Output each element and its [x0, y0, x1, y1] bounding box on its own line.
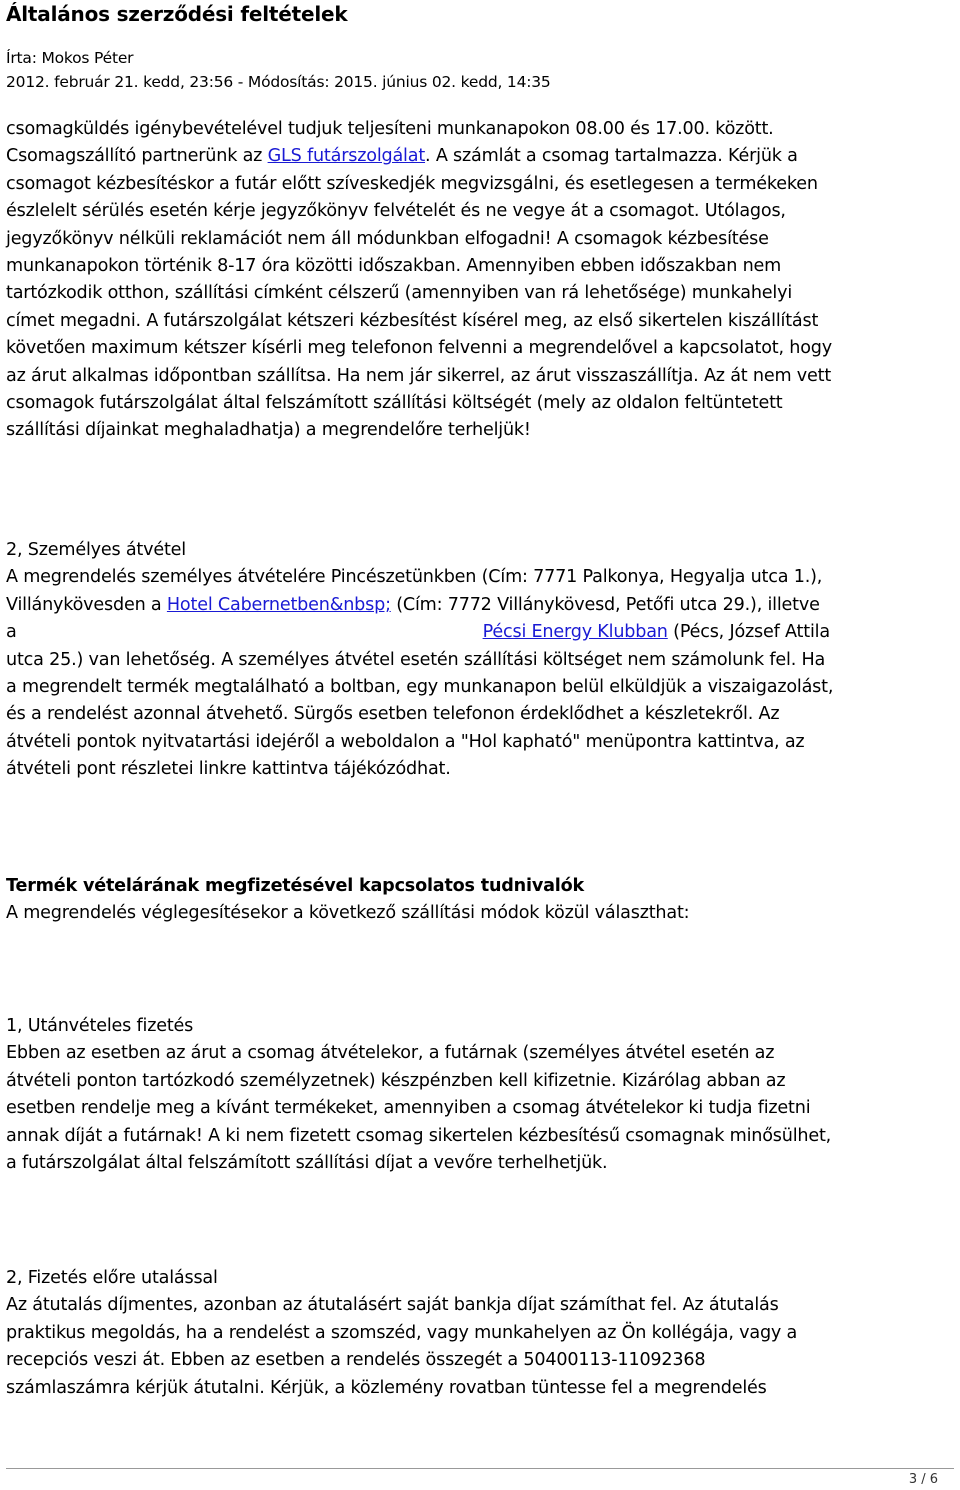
gls-link[interactable]: GLS futárszolgálat [267, 146, 426, 167]
text-line: a megrendelt termék megtalálható a boltban, egy munkanapon belül elküldjük a viszaigazolást, [6, 676, 834, 697]
section-heading: 2, Személyes átvétel [6, 540, 186, 560]
text-line: munkanapokon történik 8-17 óra közötti időszakban. Amennyiben ebben időszakban nem [6, 255, 782, 276]
text-line: a Pécsi Energy Klubban (Pécs, József Attila [6, 622, 830, 643]
text-line: címet megadni. A futárszolgálat kétszeri kézbesítést kísérel meg, az első sikertelen kiszállítást [6, 310, 819, 331]
text-line: Ebben az esetben az árut a csomag átvételekor, a futárnak (személyes átvétel esetén az [6, 1043, 775, 1064]
transfer-section [6, 1265, 954, 1402]
section-heading: 1, Utánvételes fizetés [6, 1016, 194, 1036]
text-line: Az átutalás díjmentes, azonban az átutalásért saját bankja díjat számíthat fel. Az átutalás [6, 1295, 779, 1316]
text-line: csomagok futárszolgálat által felszámított szállítási költségét (mely az oldalon feltüntetett [6, 392, 783, 413]
article-meta [6, 46, 551, 94]
text-line: átvételi pont részletei linkre kattintva tájékózódhat. [6, 759, 451, 780]
text-line: annak díját a futárnak! A ki nem fizetett csomag sikertelen kézbesítésű csomagnak minősülhet, [6, 1125, 832, 1146]
section-heading: Termék vételárának megfizetésével kapcsolatos tudnivalók [6, 876, 585, 896]
text-line: az árut alkalmas időpontban szállítsa. Ha nem jár sikerrel, az árut visszaszállítja. Az át nem vett [6, 365, 832, 386]
text-line: átvételi pontok nyitvatartási idejéről a weboldalon a "Hol kapható" menüpontra kattintva, az [6, 731, 805, 752]
text-line: A megrendelés személyes átvételére Pincészetünkben (Cím: 7771 Palkonya, Hegyalja utca 1.), [6, 567, 823, 588]
page-number: 3 / 6 [908, 1472, 938, 1487]
text-line: Villánykövesden a Hotel Cabernetben&nbsp; (Cím: 7772 Villánykövesd, Petőfi utca 29.), illetve [6, 594, 820, 615]
hotel-cabernet-link[interactable]: Hotel Cabernetben&nbsp; [166, 594, 391, 615]
text-line: jegyzőkönyv nélküli reklamációt nem áll módunkban elfogadni! A csomagok kézbesítése [6, 228, 769, 249]
section-heading: 2, Fizetés előre utalással [6, 1268, 218, 1288]
text-line: esetben rendelje meg a kívánt termékeket, amennyiben a csomag átvételekor ki tudja fizetni [6, 1098, 811, 1119]
text-line: átvételi ponton tartózkodó személyzetnek) készpénzben kell kifizetnie. Kizárólag abban az [6, 1070, 786, 1091]
date-line: 2012. február 21. kedd, 23:56 - Módosítás: 2015. június 02. kedd, 14:35 [6, 73, 551, 91]
payment-info-section [6, 873, 954, 928]
pickup-section [6, 537, 954, 784]
text-line: követően maximum kétszer kísérli meg telefonon felvenni a megrendelővel a kapcsolatot, hogy [6, 338, 832, 359]
author-line: Írta: Mokos Péter [6, 49, 134, 67]
text-line: A megrendelés véglegesítésekor a következő szállítási módok közül választhat: [6, 903, 690, 924]
pecsi-energy-klub-link[interactable]: Pécsi Energy Klubban [482, 622, 668, 643]
text-line: csomagküldés igénybevételével tudjuk teljesíteni munkanapokon 08.00 és 17.00. között. [6, 119, 774, 139]
text-line: csomagot kézbesítéskor a futár előtt szíveskedjék megvizsgálni, és esetlegesen a termékeken [6, 173, 818, 194]
shipping-paragraph [6, 116, 954, 445]
text-line: észlelelt sérülés esetén kérje jegyzőkönyv felvételét és ne vegye át a csomagot. Utólagos, [6, 201, 786, 222]
text-line: Csomagszállító partnerünk az GLS futárszolgálat. A számlát a csomag tartalmazza. Kérjük a [6, 146, 798, 167]
text-line: utca 25.) van lehetőség. A személyes átvétel esetén szállítási költséget nem számolunk fel. Ha [6, 649, 826, 670]
cod-section [6, 1013, 954, 1177]
page-title: Általános szerződési feltételek [6, 2, 348, 26]
text-line: a futárszolgálat által felszámított szállítási díjat a vevőre terhelhetjük. [6, 1152, 608, 1173]
text-line: és a rendelést azonnal átvehető. Sürgős esetben telefonon érdeklődhet a készletekről. Az [6, 704, 780, 725]
text-line: szállítási díjainkat meghaladhatja) a megrendelőre terheljük! [6, 420, 531, 441]
footer-divider [6, 1468, 954, 1469]
text-line: praktikus megoldás, ha a rendelést a szomszéd, vagy munkahelyen az Ön kollégája, vagy a [6, 1322, 798, 1343]
text-line: számlaszámra kérjük átutalni. Kérjük, a közlemény rovatban tüntesse fel a megrendelés [6, 1377, 767, 1398]
text-line: tartózkodik otthon, szállítási címként célszerű (amennyiben van rá lehetősége) munkahelyi [6, 283, 793, 304]
text-line: recepciós veszi át. Ebben az esetben a rendelés összegét a 50400113-11092368 [6, 1350, 706, 1371]
